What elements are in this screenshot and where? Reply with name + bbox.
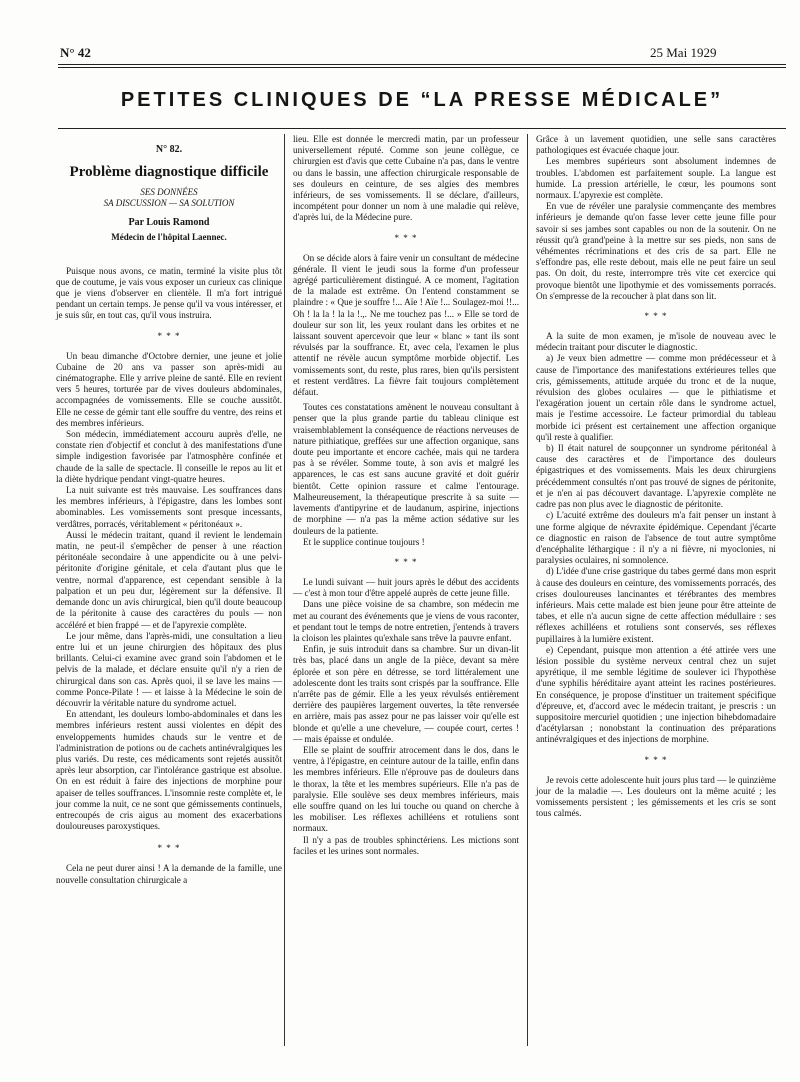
column-divider-1 — [284, 134, 285, 1046]
paragraph: Le jour même, dans l'après-midi, une consultation a lieu entre lui et un jeune chirurgien des hôpitaux des plus brillants. Celui-ci examine avec grand soin l'abdomen et le pelvis de la malade, et déclare ensuite qu'il n'y a rien de chirurgical dans son cas. Après quoi, il se lave les mains — comme Ponce-Pilate ! — et laisse à la Médecine le soin de découvrir la véritable nature du syndrome actuel. — [56, 630, 282, 708]
paragraph: La nuit suivante est très mauvaise. Les souffrances dans les membres inférieurs, à l'épigastre, dans les lombes sont abominables. Les vomissements sont presque incessants, verdâtres, porracés, véritablement « péritonéaux ». — [56, 485, 282, 529]
paragraph: Son médecin, immédiatement accouru auprès d'elle, ne constate rien d'objectif et conclut à des manifestations d'une simple indigestion favorisée par l'atmosphère confinée et chaude de la salle de spectacle. Il conseille le repos au lit et la diète hydrique pendant vingt-quatre heures. — [56, 429, 282, 484]
paragraph: Enfin, je suis introduit dans sa chambre. Sur un divan-lit très bas, placé dans un angle de la pièce, devant sa mère éplorée et son père en détresse, se tord littéralement une adolescente dont les traits sont crispés par la souffrance. Elle n'arrête pas de gémir. Elle a les yeux révulsés entièrement derrière des paupières largement ouvertes, la tête renversée en arrière, mais pas assez pour ne pas laisser voir qu'elle est blonde et qu'elle a une chevelure, — coupée court, certes ! — mais épaisse et ondulée. — [293, 644, 519, 744]
paragraph: d) L'idée d'une crise gastrique du tabes germé dans mon esprit à cause des douleurs en ceinture, des vomissements porracés, des crises douloureuses lancinantes et térébrantes des membres inférieurs. Mais cette malade est bien jeune pour être atteinte de tabes, et elle n'a aucun signe de cette affection médullaire : ses réflexes achilléens et rotuliens sont conservés, ses réflexes pupillaires à la lumière existent. — [536, 566, 776, 644]
paragraph: Un beau dimanche d'Octobre dernier, une jeune et jolie Cubaine de 20 ans va passer son après-midi au cinématographe. Elle y arrive pleine de santé. Elle en revient vers 5 heures, torturée par de vives douleurs abdominales, accompagnées de vomissements. Elle se couche aussitôt. Elle ne cesse de gémir tant elle souffre du ventre, des reins et des membres inférieurs. — [56, 350, 282, 428]
article-subtitle-1: SES DONNÉES — [140, 187, 198, 198]
asterism: * * * — [157, 843, 181, 854]
article-subtitle-2: SA DISCUSSION — SA SOLUTION — [103, 198, 235, 209]
paragraph: Les membres supérieurs sont absolument indemnes de troubles. L'abdomen est parfaitement souple. La langue est humide. La pression artérielle, le cœur, les poumons sont normaux. L'apyrexie est complète. — [536, 156, 776, 201]
asterism: * * * — [644, 311, 668, 322]
paragraph: Toutes ces constatations amènent le nouveau consultant à penser que la plus grande partie du tableau clinique est vraisemblablement la conséquence de réactions nerveuses de nature pithiatique, greffées sur une affection organique, sans doute peu importante et encore cachée, mais qui ne tardera pas à se révéler. Somme toute, à son avis et malgré les apparences, le cas est sans aucune gravité et doit guérir bientôt. Cette opinion rassure et calme l'entourage. Malheureusement, la thérapeutique prescrite à sa suite — lavements d'antipyrine et de laudanum, aspirine, injections de morphine — n'a pas la même action sédative sur les douleurs de la patiente. — [293, 402, 519, 536]
paragraph: Grâce à un lavement quotidien, une selle sans caractères pathologiques est évacuée chaque jour. — [536, 134, 776, 156]
article-number: N° 82. — [155, 144, 183, 155]
article-author-role: Médecin de l'hôpital Laennec. — [111, 232, 227, 243]
paragraph: Aussi le médecin traitant, quand il revient le lendemain matin, ne peut-il s'empêcher de penser à une réaction péritonéale secondaire à une appendicite ou à une pelvi-péritonite d'origine génitale, et cela d'autant plus que le ventre, normal d'apparence, est cependant sensible à la palpation et un peu dur, légèrement sur la défensive. Il demande donc un avis chirurgical, bien qu'il doute beaucoup de la péritonite à cause des caractères du pouls — non accéléré et bien frappé — et de l'apyrexie complète. — [56, 529, 282, 630]
paragraph: Et le supplice continue toujours ! — [303, 536, 425, 547]
column-2 — [293, 134, 519, 857]
paragraph: Je revois cette adolescente huit jours plus tard — le quinzième jour de la maladie —. Les douleurs ont la même acuité ; les vomissements persistent ; les gémissements et les cris se sont tous calmés. — [536, 774, 776, 819]
header-rule-bottom — [58, 128, 786, 129]
paragraph: a) Je veux bien admettre — comme mon prédécesseur et à cause de l'importance des manifestations extérieures telles que cris, gémissements, attitude arquée du tronc et de la nuque, révulsion des globes oculaires — que le pithiatisme et l'exagération jouent un certain rôle dans le syndrome actuel, mais je l'estime accessoire. Le facteur primordial du tableau morbide ici présent est certainement une affection organique qu'il reste à qualifier. — [536, 353, 776, 442]
paragraph: Le lundi suivant — huit jours après le début des accidents — c'est à mon tour d'être appelé auprès de cette jeune fille. — [293, 576, 519, 599]
asterism: * * * — [394, 556, 418, 567]
article-author: Par Louis Ramond — [128, 217, 210, 229]
paragraph: En attendant, les douleurs lombo-abdominales et dans les membres inférieurs restent aussi violentes en dépit des enveloppements humides chauds sur le ventre et de l'administration de potions ou de cachets antinévralgiques les plus variés. Du reste, ces médicaments sont rejetés aussitôt après leur absorption, car l'intolérance gastrique est absolue. On en est réduit à faire des injections de morphine pour apaiser de telles souffrances. L'insomnie reste complète et, le jour comme la nuit, ce ne sont que gémissements continuels, entrecoupés de cris aigus au moment des exacerbations douloureuses paroxystiques. — [56, 709, 282, 832]
paragraph: e) Cependant, puisque mon attention a été attirée vers une lésion possible du système nerveux central chez un sujet apyrétique, il me semble légitime de soulever ici l'hypothèse d'une syphilis héréditaire ayant atteint les racines postérieures. En conséquence, je propose d'instituer un traitement spécifique d'épreuve, et, d'accord avec le médecin traitant, je prescris : un suppositoire mercuriel quotidien ; une injection bihebdomadaire d'acétylarsan ; nonobstant la continuation des préparations antinévralgiques et des injections de morphine. — [536, 644, 776, 745]
section-title: PETITES CLINIQUES DE “LA PRESSE MÉDICALE” — [120, 89, 724, 111]
paragraph: A la suite de mon examen, je m'isole de nouveau avec le médecin traitant pour discuter le diagnostic. — [536, 331, 776, 353]
asterism: * * * — [394, 232, 418, 243]
issue-date: 25 Mai 1929 — [650, 45, 717, 60]
column-3 — [536, 134, 776, 819]
header-rule-top-thin — [58, 67, 786, 68]
paragraph: Il n'y a pas de troubles sphinctériens. Les mictions sont faciles et les urines sont normales. — [293, 834, 519, 856]
paragraph: En vue de révéler une paralysie commençante des membres inférieurs je demande qu'on fasse lever cette jeune fille pour savoir si ses jambes sont capables ou non de la soutenir. On ne réussit qu'à grand'peine à la mettre sur ses pieds, non sans de véhémentes récriminations et des cris de sa part. Elle ne s'effondre pas, elle reste debout, mais elle ne peut faire un seul pas. On doit, du reste, interrompre très vite cet exercice qui provoque bientôt une lipothymie et des vomissements porracés. On s'empresse de la recoucher à plat dans son lit. — [536, 201, 776, 301]
paragraph: On se décide alors à faire venir un consultant de médecine générale. Il vient le jeudi sous la forme d'un professeur agrégé particulièrement distingué. A ce moment, l'agitation de la malade est extrême. On l'entend constamment se plaindre : « Que je souffre !... Aïe ! Aïe !... Soulagez-moi !!... Oh ! la la ! la la !.,. Ne me touchez pas !... » Elle se tord de douleur sur son lit, les yeux roulant dans les orbites et ne laissant souvent apercevoir que leur « blanc » tant ils sont révulsés par la souffrance. Et, avec cela, l'examen le plus attentif ne révèle aucun symptôme morbide objectif. Les vomissements sont, du reste, plus rares, bien qu'ils persistent et restent verdâtres. La fièvre fait toujours complètement défaut. — [293, 252, 519, 398]
paragraph: lieu. Elle est donnée le mercredi matin, par un professeur universellement réputé. Comme son jeune collègue, ce chirurgien est d'avis que cette Cubaine n'a pas, dans le ventre ou dans le bassin, une affection chirurgicale responsable de ses douleurs en ceinture, de ses algies des membres inférieurs, de ses vomissements. Il se déclare, d'ailleurs, incompétent pour donner un nom à une maladie qui relève, d'après lui, de la Médecine pure. — [293, 134, 519, 223]
article-title: Problème diagnostique difficile — [69, 164, 269, 181]
column-divider-2 — [527, 134, 528, 1046]
page-number: N° 42 — [60, 45, 91, 60]
paragraph: Dans une pièce voisine de sa chambre, son médecin me met au courant des événements que je viens de vous raconter, et pendant tout le temps de notre entretien, j'entends à travers la cloison les plaintes qu'exhale sans trêve la pauvre enfant. — [293, 599, 519, 643]
paragraph: Puisque nous avons, ce matin, terminé la visite plus tôt que de coutume, je vais vous exposer un curieux cas clinique que je viens d'observer en clientèle. Il m'a fort intrigué pendant un certain temps. Je pense qu'il va vous intéresser, et je suis sûr, en tout cas, qu'il vous instruira. — [56, 265, 282, 321]
paragraph: Cela ne peut durer ainsi ! A la demande de la famille, une nouvelle consultation chirurgicale a — [56, 863, 282, 885]
asterism: * * * — [644, 754, 668, 765]
asterism: * * * — [157, 330, 181, 341]
header-rule-top — [58, 64, 786, 65]
paragraph: Elle se plaint de souffrir atrocement dans le dos, dans le ventre, à l'épigastre, en ceinture autour de la taille, enfin dans les membres inférieurs. Elle n'éprouve pas de douleurs dans le thorax, la tête et les membres supérieurs. Elle n'a pas de paralysie. Elle soulève ses deux membres inférieurs, mais elle souffre quand on les lui touche ou quand on cherche à les mobiliser. Les réflexes achilléens et rotuliens sont normaux. — [293, 744, 519, 834]
paragraph: c) L'acuité extrême des douleurs m'a fait penser un instant à une forme algique de névraxite épidémique. Cependant j'écarte ce diagnostic en raison de l'absence de tout autre symptôme d'encéphalite léthargique : il n'y a ni fièvre, ni myoclonies, ni paralysies oculaires, ni somnolence. — [536, 510, 776, 566]
paragraph: b) Il était naturel de soupçonner un syndrome péritonéal à cause des caractères et de l'importance des douleurs épigastriques et des vomissements. Mais les deux chirurgiens précédemment consultés n'ont pas trouvé de signes de péritonite, et je n'en ai pas découvert davantage. L'apyrexie complète ne cadre pas non plus avec le diagnostic de péritonite. — [536, 443, 776, 510]
column-1 — [56, 134, 282, 886]
